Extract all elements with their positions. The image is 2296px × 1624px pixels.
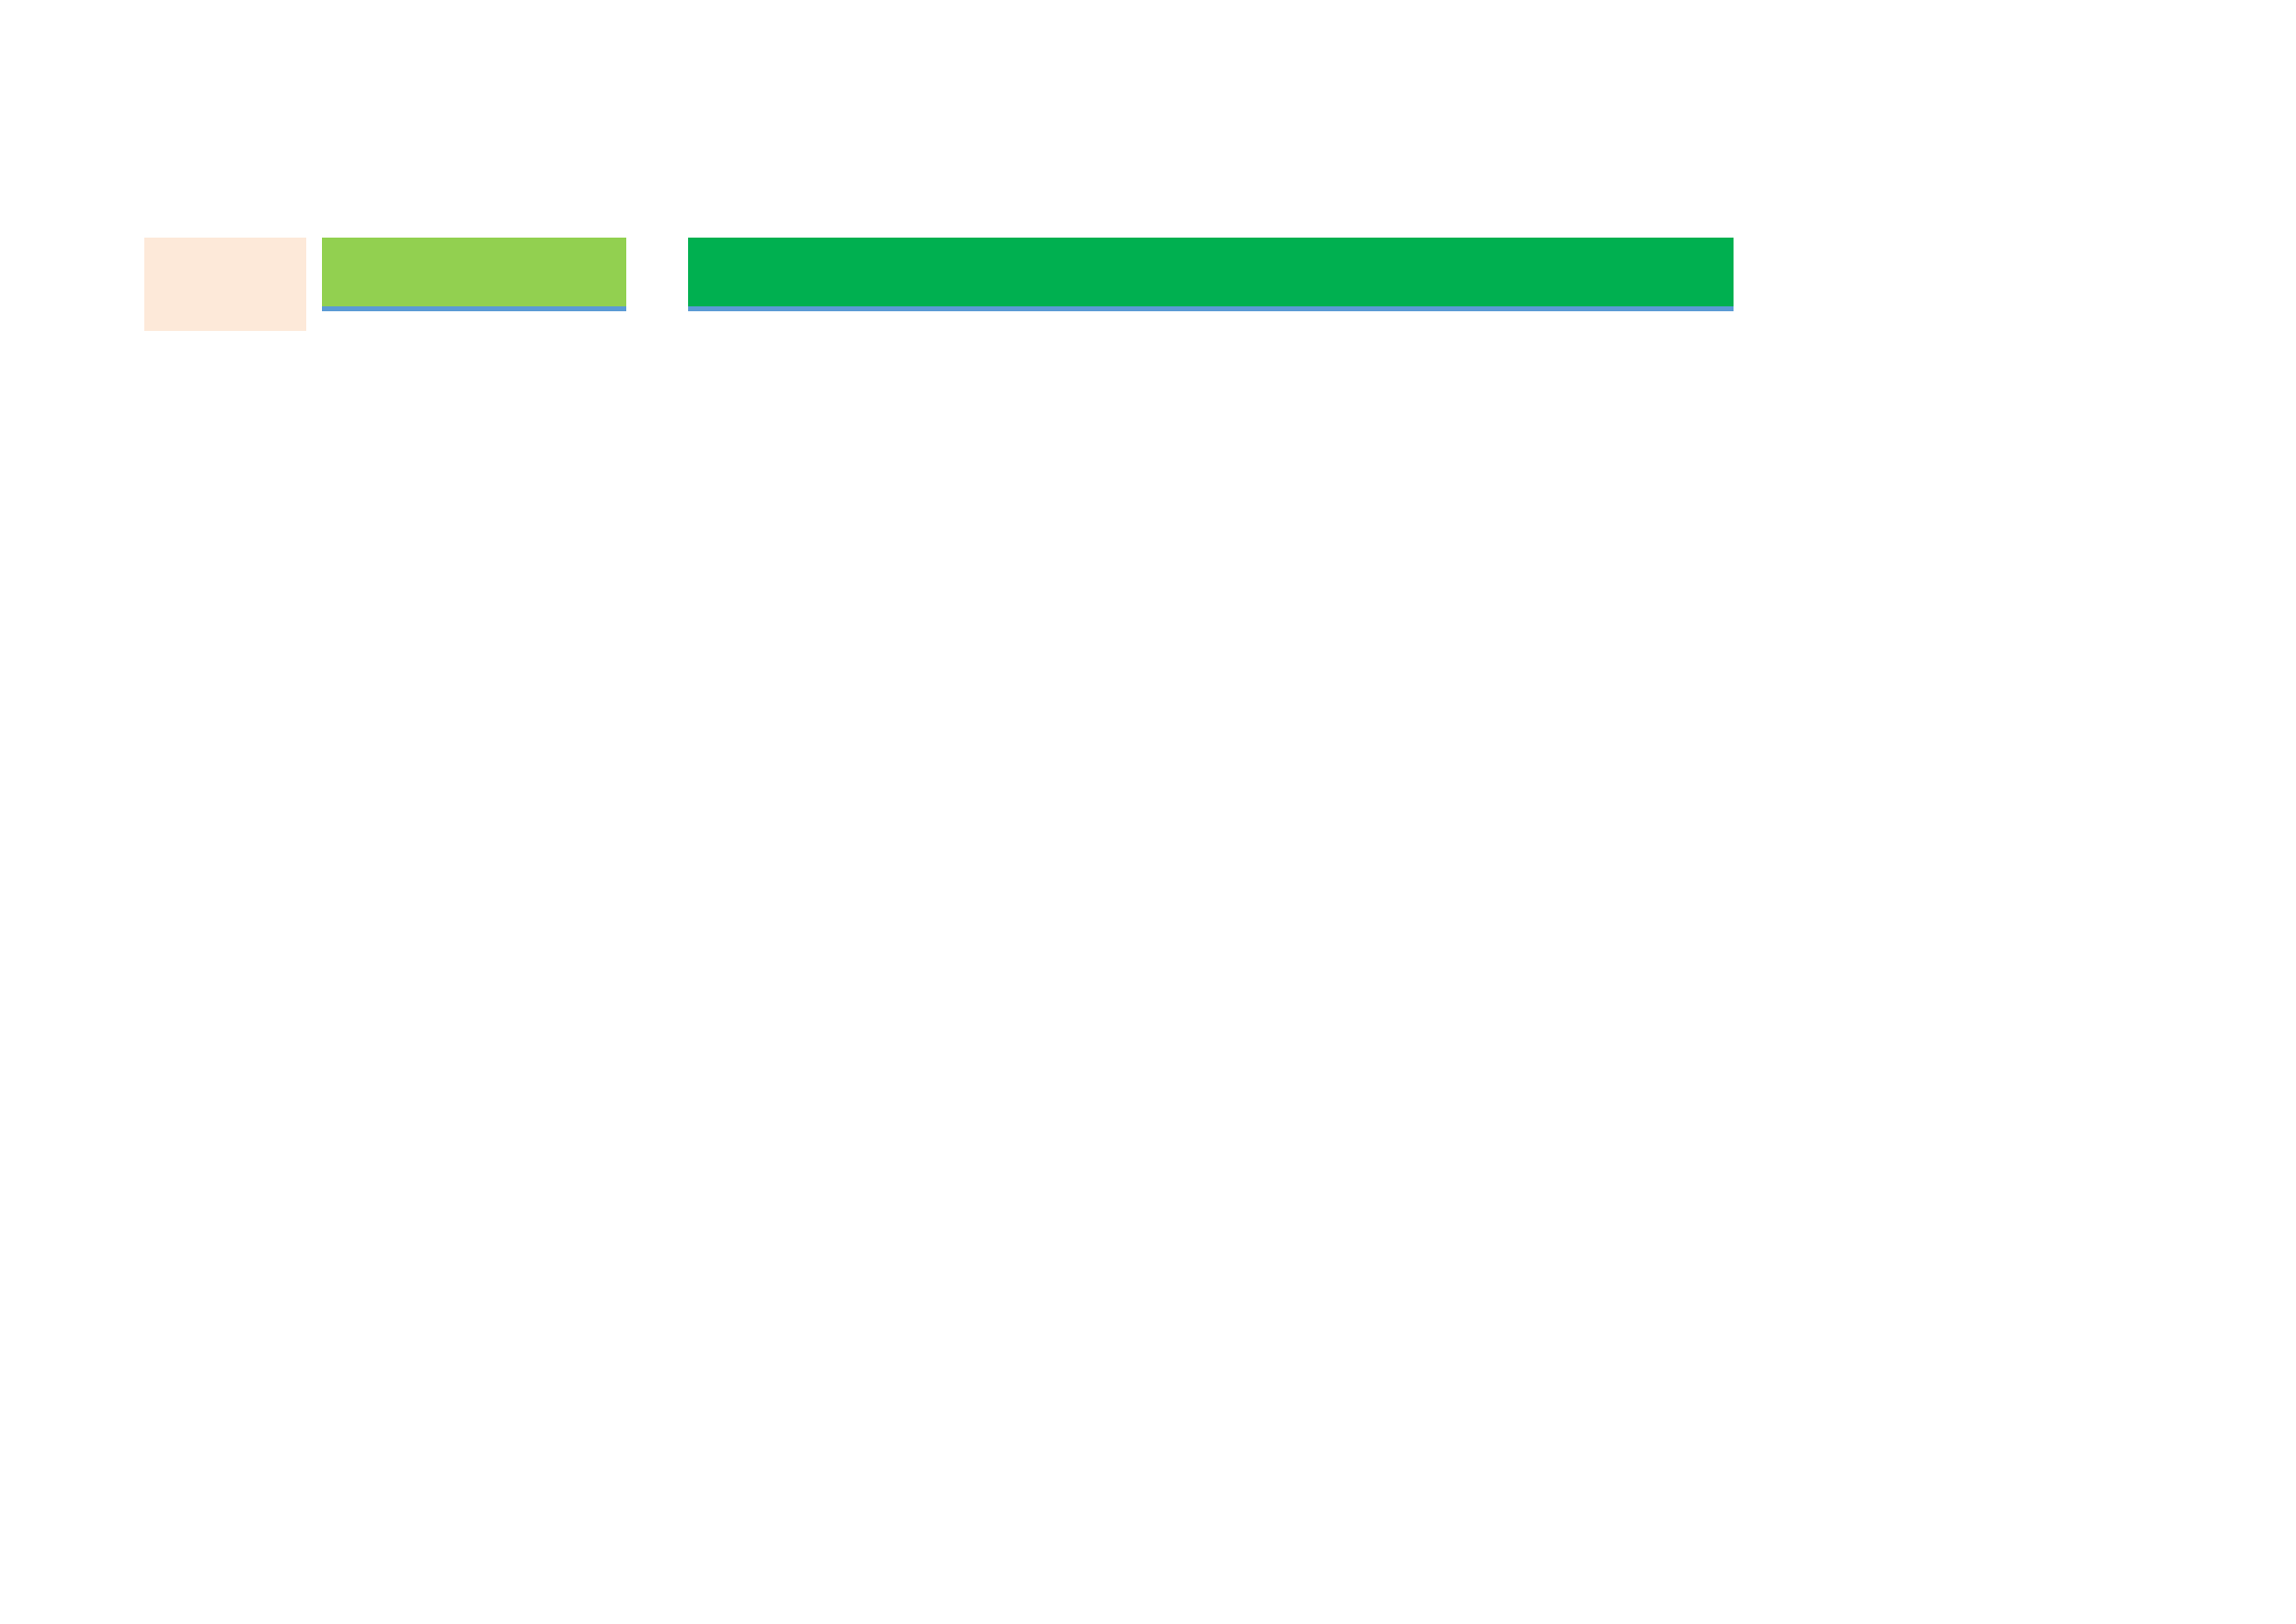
page-title	[688, 238, 1734, 311]
biorhythm-chart-svg	[142, 1043, 2164, 1471]
biorhythm-chart	[142, 1043, 2164, 1471]
date-range	[991, 310, 1443, 336]
fortune-table	[142, 340, 2164, 1043]
category-label	[1895, 241, 2189, 309]
honmei-label	[322, 238, 626, 311]
author-box	[144, 238, 306, 331]
